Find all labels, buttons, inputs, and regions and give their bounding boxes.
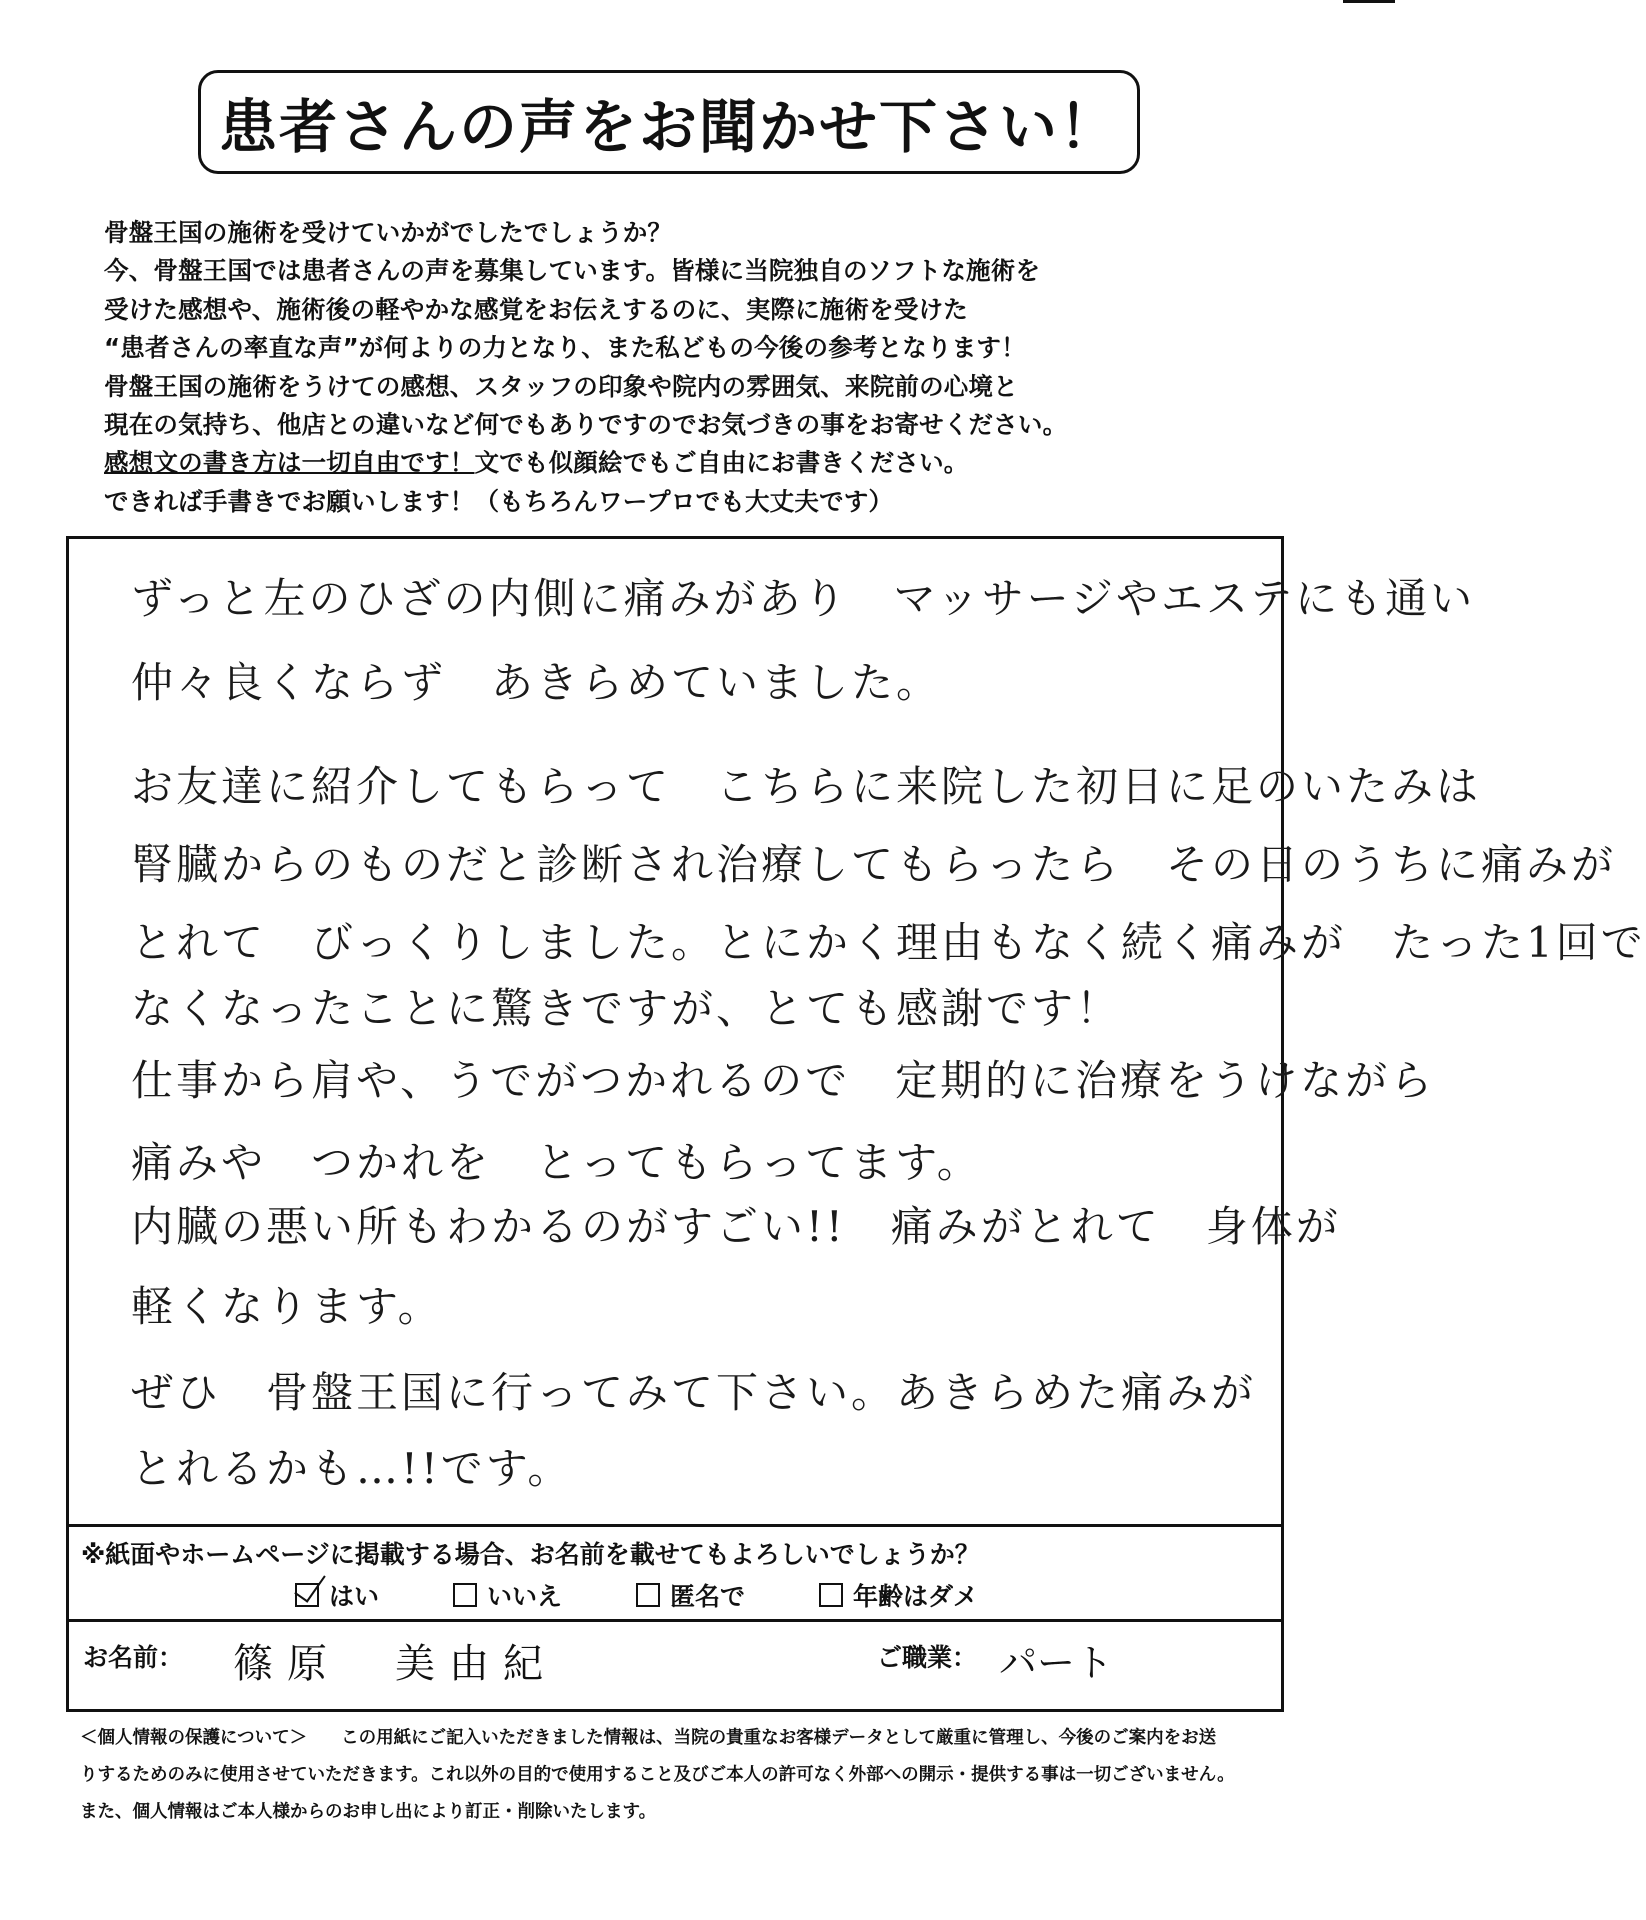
privacy-line-2: りするためのみに使用させていただきます。これ以外の目的で使用すること及びご本人の許可なく外部への開示・提供する事は一切ございません。 [80, 1765, 1235, 1785]
handwritten-comment [131, 574, 1646, 1515]
comment-line-9: 内臓の悪い所もわかるのがすごい!! 痛みがとれて 身体が [131, 1202, 1341, 1251]
intro-underlined: 感想文の書き方は一切自由です！ [104, 448, 475, 478]
comment-line-1: ずっと左のひざの内側に痛みがあり マッサージやエステにも通い [131, 574, 1476, 623]
comment-line-6: なくなったことに驚きですが、とても感謝です！ [131, 984, 1122, 1033]
comment-line-11: ぜひ 骨盤王国に行ってみて下さい。あきらめた痛みが [131, 1368, 1257, 1417]
corner-mark [1343, 0, 1395, 3]
intro-line-2: 今、骨盤王国では患者さんの声を募集しています。皆様に当院独自のソフトな施術を [104, 256, 1041, 286]
intro-line-6: 現在の気持ち、他店との違いなど何でもありですのでお気づきの事をお寄せください。 [104, 409, 1068, 439]
comment-line-4: 腎臓からのものだと診断され治療してもらったら その日のうちに痛みが [131, 840, 1617, 889]
job-field[interactable]: パート [999, 1641, 1114, 1685]
name-label: お名前： [83, 1643, 184, 1672]
privacy-line-1 [80, 1720, 1310, 1757]
comment-line-3: お友達に紹介してもらって こちらに来院した初日に足のいたみは [131, 762, 1482, 811]
privacy-notice [80, 1720, 1310, 1831]
option-anonymous[interactable] [636, 1577, 745, 1613]
title-box [198, 70, 1140, 174]
comment-line-12: とれるかも…!!です。 [131, 1444, 573, 1493]
privacy-text-1: この用紙にご記入いただきました情報は、当院の貴重なお客様データとして厳重に管理し、今後のご案内をお送 [341, 1728, 1217, 1748]
checkbox-yes[interactable] [295, 1583, 319, 1607]
intro-line-7-rest: 文でも似顔絵でもご自由にお書きください。 [474, 448, 969, 478]
checkbox-anonymous[interactable] [636, 1583, 660, 1607]
name-row [69, 1622, 1281, 1709]
comment-area[interactable] [69, 539, 1646, 1527]
privacy-line-3: また、個人情報はご本人様からのお申し出により訂正・削除いたします。 [80, 1802, 657, 1822]
name-field[interactable]: 篠原 美由紀 [233, 1641, 557, 1687]
page-title: 患者さんの声をお聞かせ下さい！ [218, 93, 1119, 161]
option-yes-label: はい [329, 1582, 380, 1611]
intro-line-4: “患者さんの率直な声”が何よりの力となり、また私どもの今後の参考となります！ [104, 333, 1026, 363]
comment-line-2: 仲々良くならず あきらめていました。 [131, 658, 942, 707]
job-label: ご職業： [877, 1643, 978, 1672]
intro-line-1: 骨盤王国の施術を受けていかがでしたでしょうか？ [104, 218, 673, 247]
checkbox-no[interactable] [453, 1583, 477, 1607]
option-no-age[interactable] [819, 1577, 978, 1613]
intro-line-3: 受けた感想や、施術後の軽やかな感覚をお伝えするのに、実際に施術を受けた [104, 294, 969, 324]
comment-line-5: とれて びっくりしました。とにかく理由もなく続く痛みが たった1回で [131, 918, 1646, 967]
privacy-heading: ＜個人情報の保護について＞ [80, 1728, 308, 1748]
intro-line-5: 骨盤王国の施術をうけての感想、スタッフの印象や院内の雰囲気、来院前の心境と [104, 371, 1018, 401]
survey-form [66, 536, 1646, 1712]
comment-line-7: 仕事から肩や、うでがつかれるので 定期的に治療をうけながら [131, 1056, 1436, 1105]
intro-line-7 [104, 444, 1304, 482]
option-anonymous-label: 匿名で [670, 1582, 746, 1611]
permission-options [295, 1577, 1052, 1613]
intro-line-8: できれば手書きでお願いします！（もちろんワープロでも大丈夫です） [104, 486, 894, 516]
permission-question: ※紙面やホームページに掲載する場合、お名前を載せてもよろしいでしょうか？ [81, 1540, 980, 1569]
comment-line-10: 軽くなります。 [131, 1282, 443, 1331]
checkbox-no-age[interactable] [819, 1583, 843, 1607]
option-no-age-label: 年齢はダメ [853, 1582, 979, 1611]
permission-section [69, 1527, 1281, 1622]
intro-text [104, 214, 1304, 521]
option-no[interactable] [453, 1577, 562, 1613]
comment-line-8: 痛みや つかれを とってもらってます。 [131, 1138, 982, 1187]
option-yes[interactable] [295, 1577, 379, 1613]
option-no-label: いいえ [487, 1582, 563, 1611]
